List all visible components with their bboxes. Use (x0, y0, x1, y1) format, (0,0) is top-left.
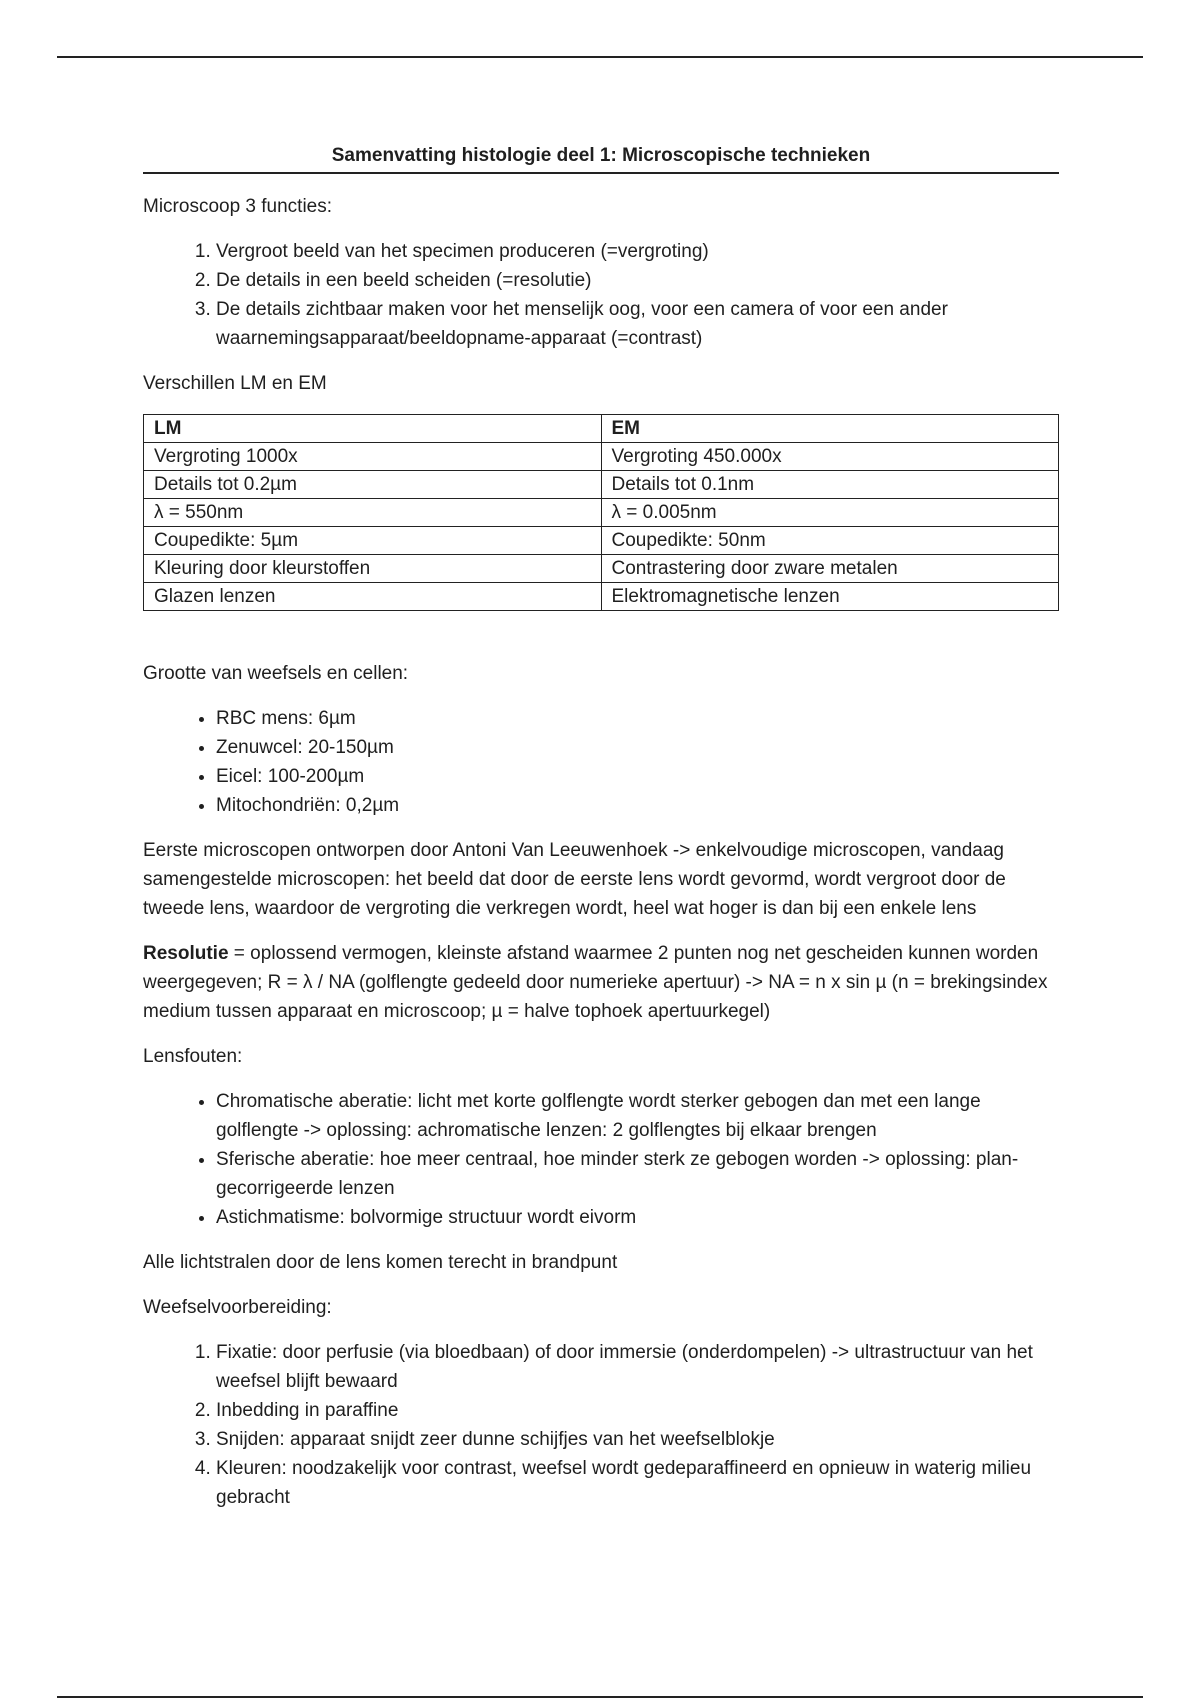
prep-steps-list (143, 1338, 1059, 1512)
list-item: • Chromatische aberatie: licht met korte golflengte wordt sterker gebogen dan met een lange golflengte -> oplossing: achromatische lenzen: 2 golflengtes bij elkaar brengen (216, 1087, 1059, 1145)
table-cell: Kleuring door kleurstoffen (144, 555, 602, 583)
table-cell: λ = 550nm (144, 499, 602, 527)
focal-point-paragraph: Alle lichtstralen door de lens komen terecht in brandpunt (143, 1252, 618, 1273)
document-title: Samenvatting histologie deel 1: Microscopische technieken (143, 142, 1059, 174)
table-row (144, 583, 1059, 611)
comparison-table (143, 414, 1059, 611)
header-rule (57, 56, 1143, 58)
lens-errors-heading: Lensfouten: (143, 1046, 243, 1067)
sizes-heading: Grootte van weefsels en cellen: (143, 663, 409, 684)
table-cell: Elektromagnetische lenzen (601, 583, 1059, 611)
diff-heading: Verschillen LM en EM (143, 373, 327, 394)
list-item: 2. De details in een beeld scheiden (=resolutie) (216, 266, 1059, 295)
resolution-term: Resolutie (143, 943, 229, 964)
list-item: 4. Kleuren: noodzakelijk voor contrast, weefsel wordt gedeparaffineerd en opnieuw in waterig milieu gebracht (216, 1454, 1059, 1512)
first-microscopes-paragraph: Eerste microscopen ontworpen door Antoni Van Leeuwenhoek -> enkelvoudige microscopen, vandaag samengestelde microscopen: het beeld dat door de eerste lens wordt gevormd, wordt vergroot door de tweede lens, waardoor de vergroting die verkregen wordt, heel wat hoger is dan bij een enkele lens (143, 840, 1006, 919)
table-cell: Glazen lenzen (144, 583, 602, 611)
list-item: 1. Vergroot beeld van het specimen produceren (=vergroting) (216, 237, 1059, 266)
resolution-text: = oplossend vermogen, kleinste afstand waarmee 2 punten nog net gescheiden kunnen worden weergegeven; R = λ / NA (golflengte gedeeld door numerieke apertuur) -> NA = n x sin µ (n = brekingsindex medium tussen apparaat en microscoop; µ = halve tophoek apertuurkegel) (143, 943, 1048, 1022)
table-cell: λ = 0.005nm (601, 499, 1059, 527)
table-cell: Details tot 0.2µm (144, 471, 602, 499)
list-item: 3. Snijden: apparaat snijdt zeer dunne schijfjes van het weefselblokje (216, 1425, 1059, 1454)
header-cell-lm: LM (144, 415, 602, 443)
list-item: 3. De details zichtbaar maken voor het menselijk oog, voor een camera of voor een ander waarnemingsapparaat/beeldopname-apparaat (=contrast) (216, 295, 1059, 353)
table-row (144, 527, 1059, 555)
list-item: 1. Fixatie: door perfusie (via bloedbaan) of door immersie (onderdompelen) -> ultrastructuur van het weefsel blijft bewaard (216, 1338, 1059, 1396)
header-cell-em: EM (601, 415, 1059, 443)
table-cell: Details tot 0.1nm (601, 471, 1059, 499)
list-item: • RBC mens: 6µm (216, 704, 1059, 733)
list-item: • Astichmatisme: bolvormige structuur wordt eivorm (216, 1203, 1059, 1232)
list-item: 2. Inbedding in paraffine (216, 1396, 1059, 1425)
prep-heading: Weefselvoorbereiding: (143, 1297, 332, 1318)
table-header-row (144, 415, 1059, 443)
table-cell: Vergroting 450.000x (601, 443, 1059, 471)
resolution-paragraph (143, 939, 1059, 1026)
functions-heading: Microscoop 3 functies: (143, 196, 333, 217)
footer-rule (57, 1696, 1143, 1698)
table-cell: Coupedikte: 5µm (144, 527, 602, 555)
document-body (143, 142, 1059, 1528)
list-item: • Sferische aberatie: hoe meer centraal, hoe minder sterk ze gebogen worden -> oplossing: plan-gecorrigeerde lenzen (216, 1145, 1059, 1203)
table-cell: Vergroting 1000x (144, 443, 602, 471)
table-cell: Contrastering door zware metalen (601, 555, 1059, 583)
table-row (144, 443, 1059, 471)
table-cell: Coupedikte: 50nm (601, 527, 1059, 555)
table-row (144, 555, 1059, 583)
lens-errors-list (143, 1087, 1059, 1232)
table-row (144, 471, 1059, 499)
functions-list (143, 237, 1059, 353)
list-item: • Eicel: 100-200µm (216, 762, 1059, 791)
sizes-list (143, 704, 1059, 820)
table-row (144, 499, 1059, 527)
list-item: • Mitochondriën: 0,2µm (216, 791, 1059, 820)
list-item: • Zenuwcel: 20-150µm (216, 733, 1059, 762)
